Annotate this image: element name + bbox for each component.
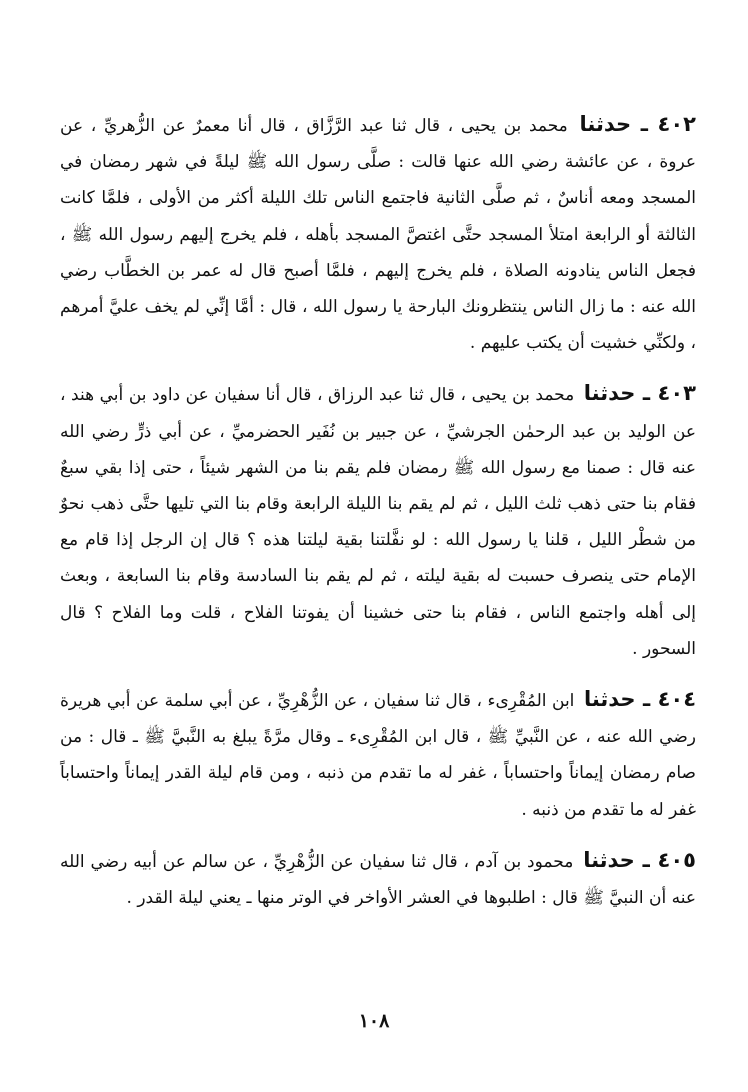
hadith-heading: حدثنا	[583, 687, 636, 712]
hadith-405	[60, 842, 696, 916]
hadith-402	[60, 106, 696, 361]
hadith-heading: حدثنا	[579, 112, 632, 136]
hadith-heading: حدثنا	[583, 381, 636, 406]
hadith-paragraph: ٤٠٤ ـ حدثنا ابن المُقْرِىء ، قال ثنا سفيان ، عن الزُّهْرِيِّ ، عن أبي سلمة عن أبي هريرة رضي الله عنه ، عن النَّبيِّ ﷺ ، قال ابن المُقْرِىء ـ وقال مرَّةً يبلغ به النَّبيَّ ﷺ ـ قال : من صام رمضان إيماناً واحتساباً ، غفر له ما تقدم من ذنبه ، ومن قام ليلة القدر إيماناً واحتساباً غفر له ما تقدم من ذنبه .	[60, 687, 697, 820]
hadith-text: محمود بن آدم ، قال ثنا سفيان عن الزُّهْرِيِّ ، عن سالم عن أبيه رضي الله عنه أن النبيَّ ﷺ قال : اطلبوها في العشر الأواخر في الوتر منها ـ يعني ليلة القدر .	[60, 851, 696, 909]
hadith-text: محمد بن يحيى ، قال ثنا عبد الرَّزَّاق ، قال أنا معمرٌ عن الزُّهريِّ ، عن عروة ، عن عائشة رضي الله عنها قالت : صلَّى رسول الله ﷺ ليلةً في شهر رمضان في المسجد ومعه أناسٌ ، ثم صلَّى الثانية فاجتمع الناس تلك الليلة أكثر من الأولى ، فلمَّا كانت الثالثة أو الرابعة امتلأ المسجد حتَّى اغتصَّ المسجد بأهله ، فلم يخرج إليهم رسول الله ﷺ ، فجعل الناس ينادونه الصلاة ، فلم يخرج إليهم ، فلمَّا أصبح قال له عمر بن الخطَّاب رضي الله عنه : ما زال الناس ينتظرونك البارحة يا رسول الله ، قال : أمَّا إنِّي لم يخف عليَّ أمرهم ، ولكنِّي خشيت أن يكتب عليهم .	[60, 116, 696, 354]
hadith-number: ٤٠٣	[657, 381, 696, 406]
hadith-paragraph: ٤٠٢ ـ حدثنا محمد بن يحيى ، قال ثنا عبد الرَّزَّاق ، قال أنا معمرٌ عن الزُّهريِّ ، عن عروة ، عن عائشة رضي الله عنها قالت : صلَّى رسول الله ﷺ ليلةً في شهر رمضان في المسجد ومعه أناسٌ ، ثم صلَّى الثانية فاجتمع الناس تلك الليلة أكثر من الأولى ، فلمَّا كانت الثالثة أو الرابعة امتلأ المسجد حتَّى اغتصَّ المسجد بأهله ، فلم يخرج إليهم رسول الله ﷺ ، فجعل الناس ينادونه الصلاة ، فلم يخرج إليهم ، فلمَّا أصبح قال له عمر بن الخطَّاب رضي الله عنه : ما زال الناس ينتظرونك البارحة يا رسول الله ، قال : أمَّا إنِّي لم يخف عليَّ أمرهم ، ولكنِّي خشيت أن يكتب عليهم .	[60, 112, 696, 354]
hadith-number: ٤٠٤	[657, 687, 697, 712]
hadith-paragraph: ٤٠٣ ـ حدثنا محمد بن يحيى ، قال ثنا عبد الرزاق ، قال أنا سفيان عن داود بن أبي هند ، عن الوليد بن عبد الرحمٰن الجرشيِّ ، عن جبير بن نُفَير الحضرميِّ ، عن أبي ذرٍّ رضي الله عنه قال : صمنا مع رسول الله ﷺ رمضان فلم يقم بنا من الشهر شيئاً ، حتى إذا بقي سبعٌ فقام بنا حتى ذهب ثلث الليل ، ثم لم يقم بنا الليلة الرابعة وقام بنا التي تليها حتَّى ذهب نحوٌ من شطْر الليل ، قلنا يا رسول الله : لو نفَّلتنا بقية ليلتنا هذه ؟ قال إن الرجل إذا قام مع الإمام حتى ينصرف حسبت له بقية ليلته ، ثم لم يقم بنا السادسة وقام بنا السابعة ، وبعث إلى أهله واجتمع الناس ، فقام بنا حتى خشينا أن يفوتنا الفلاح ، قلت وما الفلاح ؟ قال السحور .	[60, 381, 696, 659]
hadith-404	[60, 681, 696, 828]
hadith-text: ابن المُقْرِىء ، قال ثنا سفيان ، عن الزُّهْرِيِّ ، عن أبي سلمة عن أبي هريرة رضي الله عنه ، عن النَّبيِّ ﷺ ، قال ابن المُقْرِىء ـ وقال مرَّةً يبلغ به النَّبيَّ ﷺ ـ قال : من صام رمضان إيماناً واحتساباً ، غفر له ما تقدم من ذنبه ، ومن قام ليلة القدر إيماناً واحتساباً غفر له ما تقدم من ذنبه .	[60, 691, 696, 820]
hadith-heading: حدثنا	[583, 847, 635, 872]
hadith-number: ٤٠٥	[657, 847, 696, 872]
hadith-text: محمد بن يحيى ، قال ثنا عبد الرزاق ، قال أنا سفيان عن داود بن أبي هند ، عن الوليد بن عبد الرحمٰن الجرشيِّ ، عن جبير بن نُفَير الحضرميِّ ، عن أبي ذرٍّ رضي الله عنه قال : صمنا مع رسول الله ﷺ رمضان فلم يقم بنا من الشهر شيئاً ، حتى إذا بقي سبعٌ فقام بنا حتى ذهب ثلث الليل ، ثم لم يقم بنا الليلة الرابعة وقام بنا التي تليها حتَّى ذهب نحوٌ من شطْر الليل ، قلنا يا رسول الله : لو نفَّلتنا بقية ليلتنا هذه ؟ قال إن الرجل إذا قام مع الإمام حتى ينصرف حسبت له بقية ليلته ، ثم لم يقم بنا السادسة وقام بنا السابعة ، وبعث إلى أهله واجتمع الناس ، فقام بنا حتى خشينا أن يفوتنا الفلاح ، قلت وما الفلاح ؟ قال السحور .	[60, 385, 696, 659]
hadith-paragraph: ٤٠٥ ـ حدثنا محمود بن آدم ، قال ثنا سفيان عن الزُّهْرِيِّ ، عن سالم عن أبيه رضي الله عنه أن النبيَّ ﷺ قال : اطلبوها في العشر الأواخر في الوتر منها ـ يعني ليلة القدر .	[60, 847, 696, 909]
hadith-number: ٤٠٢	[657, 112, 696, 136]
page-number: ١٠٨	[358, 1010, 390, 1032]
hadith-403	[60, 375, 696, 667]
